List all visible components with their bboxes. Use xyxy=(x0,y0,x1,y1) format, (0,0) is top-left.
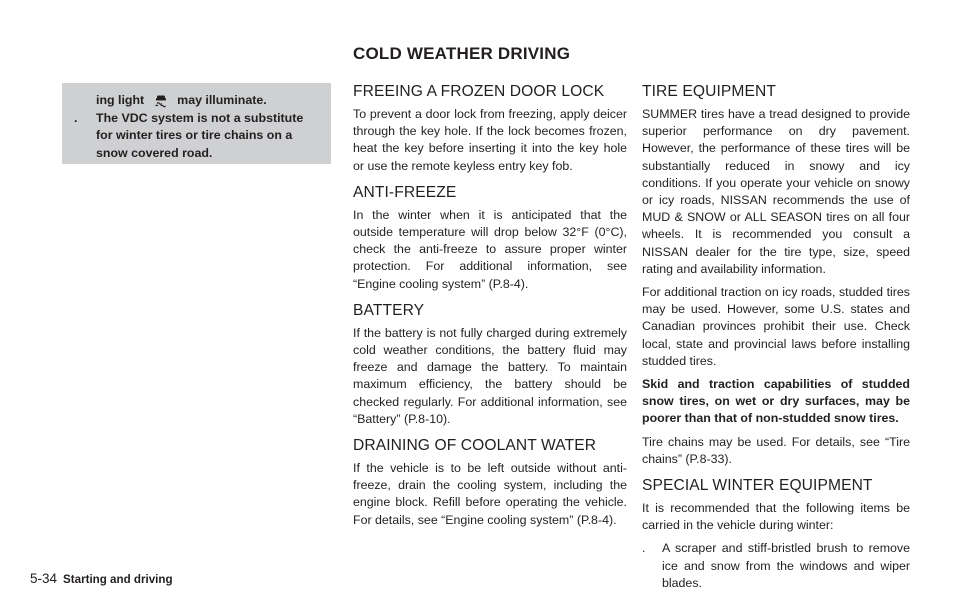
warning-box xyxy=(62,83,331,164)
tire-heading: TIRE EQUIPMENT xyxy=(642,83,776,100)
warning-line-prefix: ing light xyxy=(96,93,145,107)
page-number: 5-34 xyxy=(30,571,58,586)
special-item-text: A scraper and stiff-bristled brush to remove ice and snow from the windows and wiper blades. xyxy=(662,541,910,590)
battery-heading: BATTERY xyxy=(353,301,425,319)
antifreeze-text: In the winter when it is anticipated that the outside temperature will drop below 32°F (0°C), check the anti-freeze to assure proper winter protection. For additional information, see “Engine cooling system” (P.8-4). xyxy=(353,207,627,291)
middle-column xyxy=(353,82,627,535)
tire-paragraph-4: Tire chains may be used. For details, see “Tire chains” (P.8-33). xyxy=(642,434,910,466)
tire-paragraph-2: For additional traction on icy roads, studded tires may be used. However, some U.S. states and Canadian provinces prohibit their use. Check local, state and provincial laws before installing studded tires. xyxy=(642,285,910,368)
bullet: . xyxy=(74,110,78,125)
section-label: Starting and driving xyxy=(63,573,173,586)
page-footer xyxy=(30,571,173,586)
warning-list-item xyxy=(74,110,321,163)
special-text: It is recommended that the following items be carried in the vehicle during winter: xyxy=(642,501,910,533)
right-column xyxy=(642,82,910,598)
warning-line xyxy=(74,92,321,110)
draining-text: If the vehicle is to be left outside without anti-freeze, drain the cooling system, including the engine block. Refill before operating the vehicle. For details, see “Engine cooling system” (P.8-4). xyxy=(353,461,627,527)
tire-paragraph-1: SUMMER tires have a tread designed to provide superior performance on dry pavement. However, the performance of these tires will be substantially reduced in snowy and icy conditions. If you operate your vehicle on snowy or icy roads, NISSAN recommends the use of MUD & SNOW or ALL SEASON tires on all four wheels. It is recommended you consult a NISSAN dealer for the tire type, size, speed rating and availability information. xyxy=(642,107,910,276)
bullet: . xyxy=(642,541,646,556)
warning-line-suffix: may illuminate. xyxy=(177,93,267,107)
freeing-text: To prevent a door lock from freezing, apply deicer through the key hole. If the lock becomes frozen, heat the key before inserting it into the key hole or use the remote keyless entry key fob. xyxy=(353,107,627,173)
special-heading: SPECIAL WINTER EQUIPMENT xyxy=(642,477,873,495)
tire-paragraph-3: Skid and traction capabilities of studded snow tires, on wet or dry surfaces, may be poorer than that of non-studded snow tires. xyxy=(642,377,910,426)
page-title: COLD WEATHER DRIVING xyxy=(353,44,571,63)
battery-text: If the battery is not fully charged during extremely cold weather conditions, the battery fluid may freeze and damage the battery. To maintain maximum efficiency, the battery should be checked regularly. For additional information, see “Battery” (P.8-10). xyxy=(353,325,627,426)
special-list-item xyxy=(642,540,910,592)
warning-item-text: The VDC system is not a substitute for winter tires or tire chains on a snow covered road. xyxy=(96,110,304,160)
freeing-heading: FREEING A FROZEN DOOR LOCK xyxy=(353,83,605,100)
vdc-off-skid-icon xyxy=(153,94,169,108)
draining-heading: DRAINING OF COOLANT WATER xyxy=(353,437,597,455)
antifreeze-heading: ANTI-FREEZE xyxy=(353,183,457,201)
